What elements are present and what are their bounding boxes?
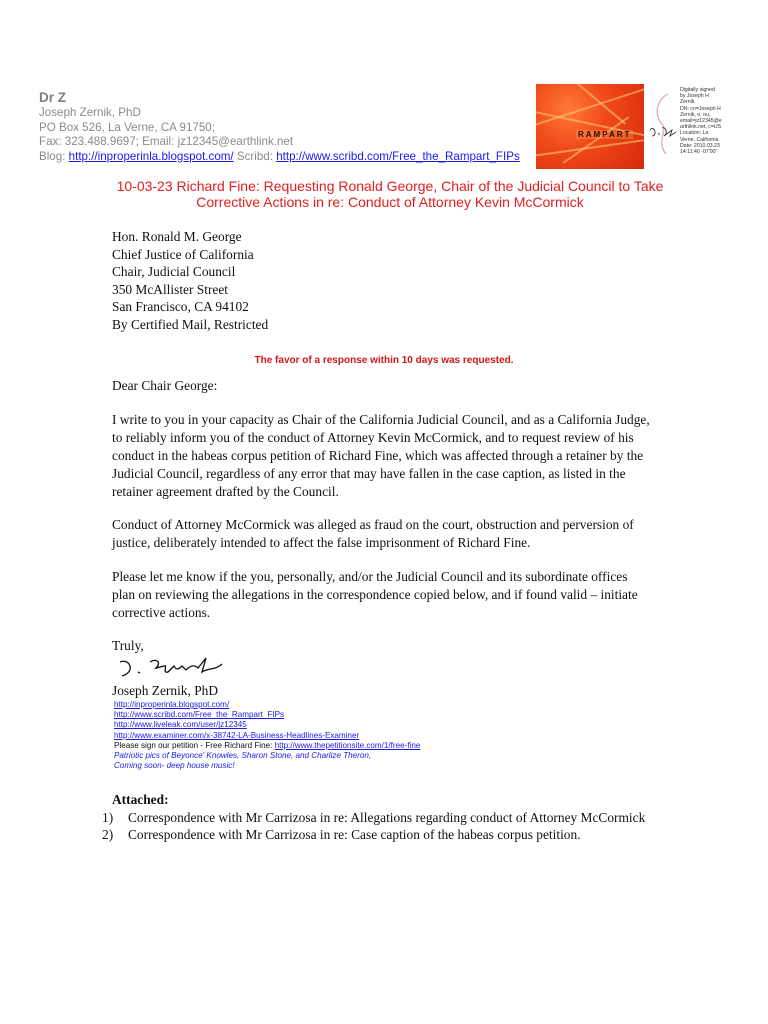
recipient-line: San Francisco, CA 94102 [112, 299, 249, 314]
attached-list [102, 809, 662, 843]
attached-item [102, 809, 662, 826]
blog-label: Blog: [39, 149, 69, 163]
title-line-1: 10-03-23 Richard Fine: Requesting Ronald George, Chair of the Judicial Council to Take [116, 178, 664, 194]
response-request-note: The favor of a response within 10 days was requested. [254, 355, 514, 366]
salutation: Dear Chair George: [112, 378, 218, 393]
attached-item-number: 2) [102, 827, 114, 842]
signer-name: Joseph Zernik, PhD [112, 683, 219, 698]
petition-line [114, 741, 420, 751]
recipient-address [112, 228, 268, 333]
letterhead [39, 89, 520, 164]
scribd-link[interactable]: http://www.scribd.com/Free_the_Rampart_FIPs [276, 149, 520, 163]
closing: Truly, [112, 638, 144, 653]
digital-signature-text: Digitally signed by Joseph H Zernik DN: cn=Joseph H Zernik, o, ou, email=jz12345@e arthlink.net, c=US Location: La Verne, California Date: 2010.03.23 14:11:40 -07'00' [680, 87, 722, 156]
recipient-line: Chair, Judicial Council [112, 264, 236, 279]
link-scribd[interactable]: http://www.scribd.com/Free_the_Rampart_FIPs [114, 710, 285, 720]
scribd-label: Scribd: [233, 149, 277, 163]
link-liveleak[interactable]: http://www.liveleak.com/user/jz12345 [114, 720, 247, 730]
logo-text: RAMPART [578, 130, 632, 139]
body-paragraph: I write to you in your capacity as Chair of the California Judicial Council, and as a California Judge, to reliably inform you of the conduct of Attorney Kevin McCormick, and to request review of his conduct in the habeas corpus petition of Richard Fine, which was affected through a retainer by the Judicial Council, regardless of any error that may have fallen in the case caption, as listed in the retainer agreement drafted by the Council. [112, 412, 650, 499]
petition-link[interactable]: http://www.thepetitionsite.com/1/free-fine [274, 740, 421, 750]
title-line-2: Corrective Actions in re: Conduct of Attorney Kevin McCormick [196, 194, 584, 210]
signature-links [114, 700, 420, 771]
promo-line: Coming soon- deep house music! [114, 761, 235, 771]
rampart-logo-image [536, 84, 644, 169]
body-paragraph: Conduct of Attorney McCormick was alleged as fraud on the court, obstruction and perversion of justice, deliberately intended to affect the false imprisonment of Richard Fine. [112, 517, 634, 550]
letterhead-links [39, 150, 520, 165]
letterhead-fullname: Joseph Zernik, PhD [39, 106, 141, 119]
attached-item-number: 1) [102, 810, 114, 825]
petition-label: Please sign our petition - Free Richard Fine: [114, 740, 275, 750]
link-blog[interactable]: http://inproperinla.blogspot.com/ [114, 700, 230, 709]
promo-line: Patriotic pics of Beyonce' Knowles, Sharon Stone, and Charlize Theron, [114, 751, 372, 761]
recipient-line: By Certified Mail, Restricted [112, 316, 269, 332]
attached-item-text: Correspondence with Mr Carrizosa in re: Case caption of the habeas corpus petition. [128, 827, 581, 842]
letterhead-name: Dr Z [39, 90, 66, 105]
recipient-line: 350 McAllister Street [112, 281, 229, 297]
attached-heading: Attached: [112, 792, 169, 807]
letterhead-address: PO Box 526, La Verne, CA 91750; [39, 120, 215, 134]
digital-signature-scribble [648, 90, 680, 160]
handwritten-signature [116, 654, 226, 682]
blog-link[interactable]: http://inproperinla.blogspot.com/ [68, 149, 234, 163]
attached-item [102, 826, 662, 843]
letterhead-contact: Fax: 323.488.9697; Email: jz12345@earthlink.net [39, 135, 294, 149]
recipient-line: Chief Justice of California [112, 246, 254, 262]
link-examiner[interactable]: http://www.examiner.com/x-38742-LA-Business-Headlines-Examiner [114, 730, 360, 740]
document-title [30, 178, 750, 210]
recipient-line: Hon. Ronald M. George [112, 229, 242, 244]
attached-item-text: Correspondence with Mr Carrizosa in re: Allegations regarding conduct of Attorney McCormick [128, 810, 646, 825]
body-paragraph: Please let me know if the you, personally, and/or the Judicial Council and its subordinate offices plan on reviewing the allegations in the correspondence copied below, and if found valid – initiate corrective actions. [112, 569, 638, 620]
